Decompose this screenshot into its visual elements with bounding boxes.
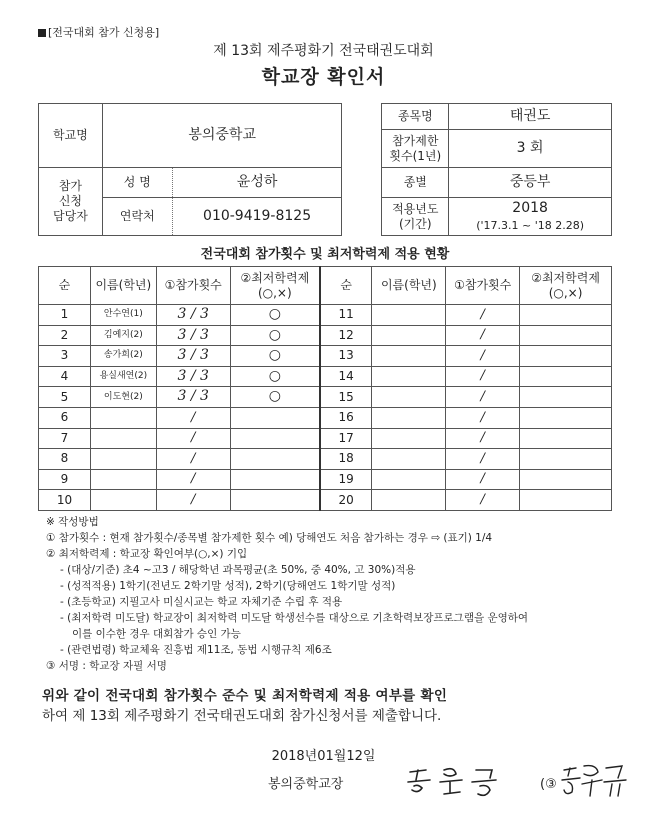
limit-label: 참가제한 횟수(1년) (382, 130, 449, 168)
limit-value: 3 회 (449, 130, 612, 168)
row-number: 18 (320, 449, 372, 470)
min-grade-mark: ○ (230, 305, 320, 326)
student-name: 용실새연(2) (90, 366, 156, 387)
min-grade-mark: ○ (230, 387, 320, 408)
student-name (372, 346, 446, 367)
svg-text:(③: (③ (540, 777, 557, 792)
min-grade-mark (230, 449, 320, 470)
col-count: ①참가횟수 (156, 267, 230, 305)
participation-count: 3 / 3 (156, 325, 230, 346)
col-name: 이름(학년) (90, 267, 156, 305)
min-grade-mark: ○ (230, 366, 320, 387)
min-grade-mark (520, 325, 612, 346)
student-name: 이도현(2) (90, 387, 156, 408)
min-grade-mark (520, 366, 612, 387)
student-name (90, 407, 156, 428)
student-name (372, 469, 446, 490)
row-number: 4 (39, 366, 91, 387)
participation-row (39, 428, 612, 449)
participation-title: 전국대회 참가횟수 및 최저학력제 적용 현황 (200, 247, 450, 262)
col-count: ①참가횟수 (446, 267, 520, 305)
student-name (372, 305, 446, 326)
participation-row (39, 469, 612, 490)
col-no: 순 (39, 267, 91, 305)
min-grade-mark (230, 490, 320, 511)
student-name (372, 449, 446, 470)
square-bullet-icon (38, 29, 46, 37)
col-min-grade: ②최저학력제 (○,×) (230, 267, 320, 305)
participation-count: / (156, 490, 230, 511)
note-subitem: - (관련법령) 학교체육 진흥법 제11조, 동법 시행규칙 제6조 (60, 644, 332, 656)
min-grade-mark (520, 346, 612, 367)
participation-count: / (156, 469, 230, 490)
note-item: ③ 서명 : 학교장 자필 서명 (46, 660, 167, 672)
row-number: 19 (320, 469, 372, 490)
participation-count: 3 / 3 (156, 387, 230, 408)
row-number: 17 (320, 428, 372, 449)
name-label: 성 명 (102, 168, 172, 198)
event-subtitle: 제 13회 제주평화기 전국태권도대회 (213, 43, 434, 59)
row-number: 20 (320, 490, 372, 511)
principal-seal-signature (540, 762, 632, 802)
participation-count: / (446, 428, 520, 449)
student-name: 김예지(2) (90, 325, 156, 346)
row-number: 15 (320, 387, 372, 408)
note-item: ② 최저학력제 : 학교장 확인여부(○,×) 기입 (46, 548, 248, 560)
school-info-table (38, 103, 612, 236)
min-grade-mark (520, 490, 612, 511)
note-subitem: - (성적적용) 1학기(전년도 2학기말 성적), 2학기(당해연도 1학기말 성적) (60, 580, 396, 592)
student-name: 송가희(2) (90, 346, 156, 367)
note-subitem: 이를 이수한 경우 대회참가 승인 가능 (72, 628, 241, 640)
participation-row (39, 490, 612, 511)
row-number: 13 (320, 346, 372, 367)
student-name (372, 490, 446, 511)
participation-count: / (446, 346, 520, 367)
participation-count: / (156, 449, 230, 470)
participation-count: / (446, 387, 520, 408)
participation-row (39, 366, 612, 387)
min-grade-mark (520, 428, 612, 449)
min-grade-mark (230, 428, 320, 449)
participation-count: / (446, 305, 520, 326)
min-grade-mark (520, 305, 612, 326)
participation-count: / (446, 490, 520, 511)
min-grade-mark (230, 407, 320, 428)
row-number: 11 (320, 305, 372, 326)
writing-instructions (46, 514, 606, 674)
min-grade-mark (520, 449, 612, 470)
participation-count: 3 / 3 (156, 366, 230, 387)
min-grade-mark: ○ (230, 325, 320, 346)
participation-count: / (446, 325, 520, 346)
table-gap (342, 104, 382, 168)
row-number: 9 (39, 469, 91, 490)
note-subitem: - (최저학력 미도달) 학교장이 최저학력 미도달 학생선수를 대상으로 기초학력보장프로그램을 운영하여 (60, 612, 529, 624)
event-value: 태권도 (449, 104, 612, 130)
min-grade-mark (520, 387, 612, 408)
row-number: 3 (39, 346, 91, 367)
row-number: 10 (39, 490, 91, 511)
min-grade-mark (230, 469, 320, 490)
category-value: 중등부 (449, 168, 612, 198)
col-min-grade: ②최저학력제 (○,×) (520, 267, 612, 305)
document-title: 학교장 확인서 (261, 66, 386, 88)
row-number: 2 (39, 325, 91, 346)
principal-handwritten-signature (404, 764, 514, 804)
row-number: 14 (320, 366, 372, 387)
participation-count: / (156, 407, 230, 428)
student-name: 안수연(1) (90, 305, 156, 326)
participation-count: / (446, 407, 520, 428)
student-name (372, 325, 446, 346)
signer-title: 봉의중학교장 (268, 777, 344, 792)
participation-row (39, 407, 612, 428)
contact-label: 연락처 (102, 198, 172, 236)
row-number: 7 (39, 428, 91, 449)
min-grade-mark (520, 407, 612, 428)
participation-count: 3 / 3 (156, 305, 230, 326)
manager-label: 참가 신청 담당자 (39, 168, 103, 236)
category-label: 종별 (382, 168, 449, 198)
contact-value: 010-9419-8125 (172, 198, 342, 236)
school-value: 봉의중학교 (102, 104, 342, 168)
student-name (90, 490, 156, 511)
name-value: 윤성하 (172, 168, 342, 198)
col-name: 이름(학년) (372, 267, 446, 305)
note-item: ① 참가횟수 : 현재 참가횟수/종목별 참가제한 횟수 예) 당해연도 처음 참가하는 경우 ⇨ (표기) 1/4 (46, 532, 493, 544)
participation-count: 3 / 3 (156, 346, 230, 367)
col-no: 순 (320, 267, 372, 305)
school-label: 학교명 (39, 104, 103, 168)
declaration-line: 위와 같이 전국대회 참가횟수 준수 및 최저학력제 적용 여부를 확인 (42, 688, 448, 704)
min-grade-mark (520, 469, 612, 490)
student-name (372, 428, 446, 449)
min-grade-mark: ○ (230, 346, 320, 367)
participation-row (39, 387, 612, 408)
row-number: 16 (320, 407, 372, 428)
note-subitem: - (대상/기준) 초4 ~고3 / 해당학년 과목평균(초 50%, 중 40%, 고 30%)적용 (60, 564, 416, 576)
form-type-tag (38, 24, 159, 40)
row-number: 5 (39, 387, 91, 408)
participation-count: / (156, 428, 230, 449)
document-date: 2018년01월12일 (271, 749, 376, 764)
student-name (90, 469, 156, 490)
participation-row (39, 449, 612, 470)
participation-count: / (446, 469, 520, 490)
participation-row (39, 346, 612, 367)
notes-heading: ※ 작성방법 (46, 516, 99, 528)
declaration (42, 686, 612, 726)
student-name (90, 428, 156, 449)
student-name (372, 387, 446, 408)
student-name (90, 449, 156, 470)
year-value: 2018 ('17.3.1 ~ '18 2.28) (449, 198, 612, 236)
row-number: 12 (320, 325, 372, 346)
note-subitem: - (초등학교) 지필고사 미실시교는 학교 자체기준 수립 후 적용 (60, 596, 343, 608)
participation-row (39, 325, 612, 346)
row-number: 6 (39, 407, 91, 428)
participation-count: / (446, 449, 520, 470)
table-gap (342, 168, 382, 236)
row-number: 8 (39, 449, 91, 470)
participation-header-row (39, 267, 612, 305)
form-type-label: [전국대회 참가 신청용] (48, 26, 160, 39)
student-name (372, 407, 446, 428)
participation-table (38, 266, 612, 511)
year-label: 적용년도 (기간) (382, 198, 449, 236)
event-label: 종목명 (382, 104, 449, 130)
participation-row (39, 305, 612, 326)
student-name (372, 366, 446, 387)
row-number: 1 (39, 305, 91, 326)
declaration-line: 하여 제 13회 제주평화기 전국태권도대회 참가신청서를 제출합니다. (42, 708, 442, 724)
participation-count: / (446, 366, 520, 387)
